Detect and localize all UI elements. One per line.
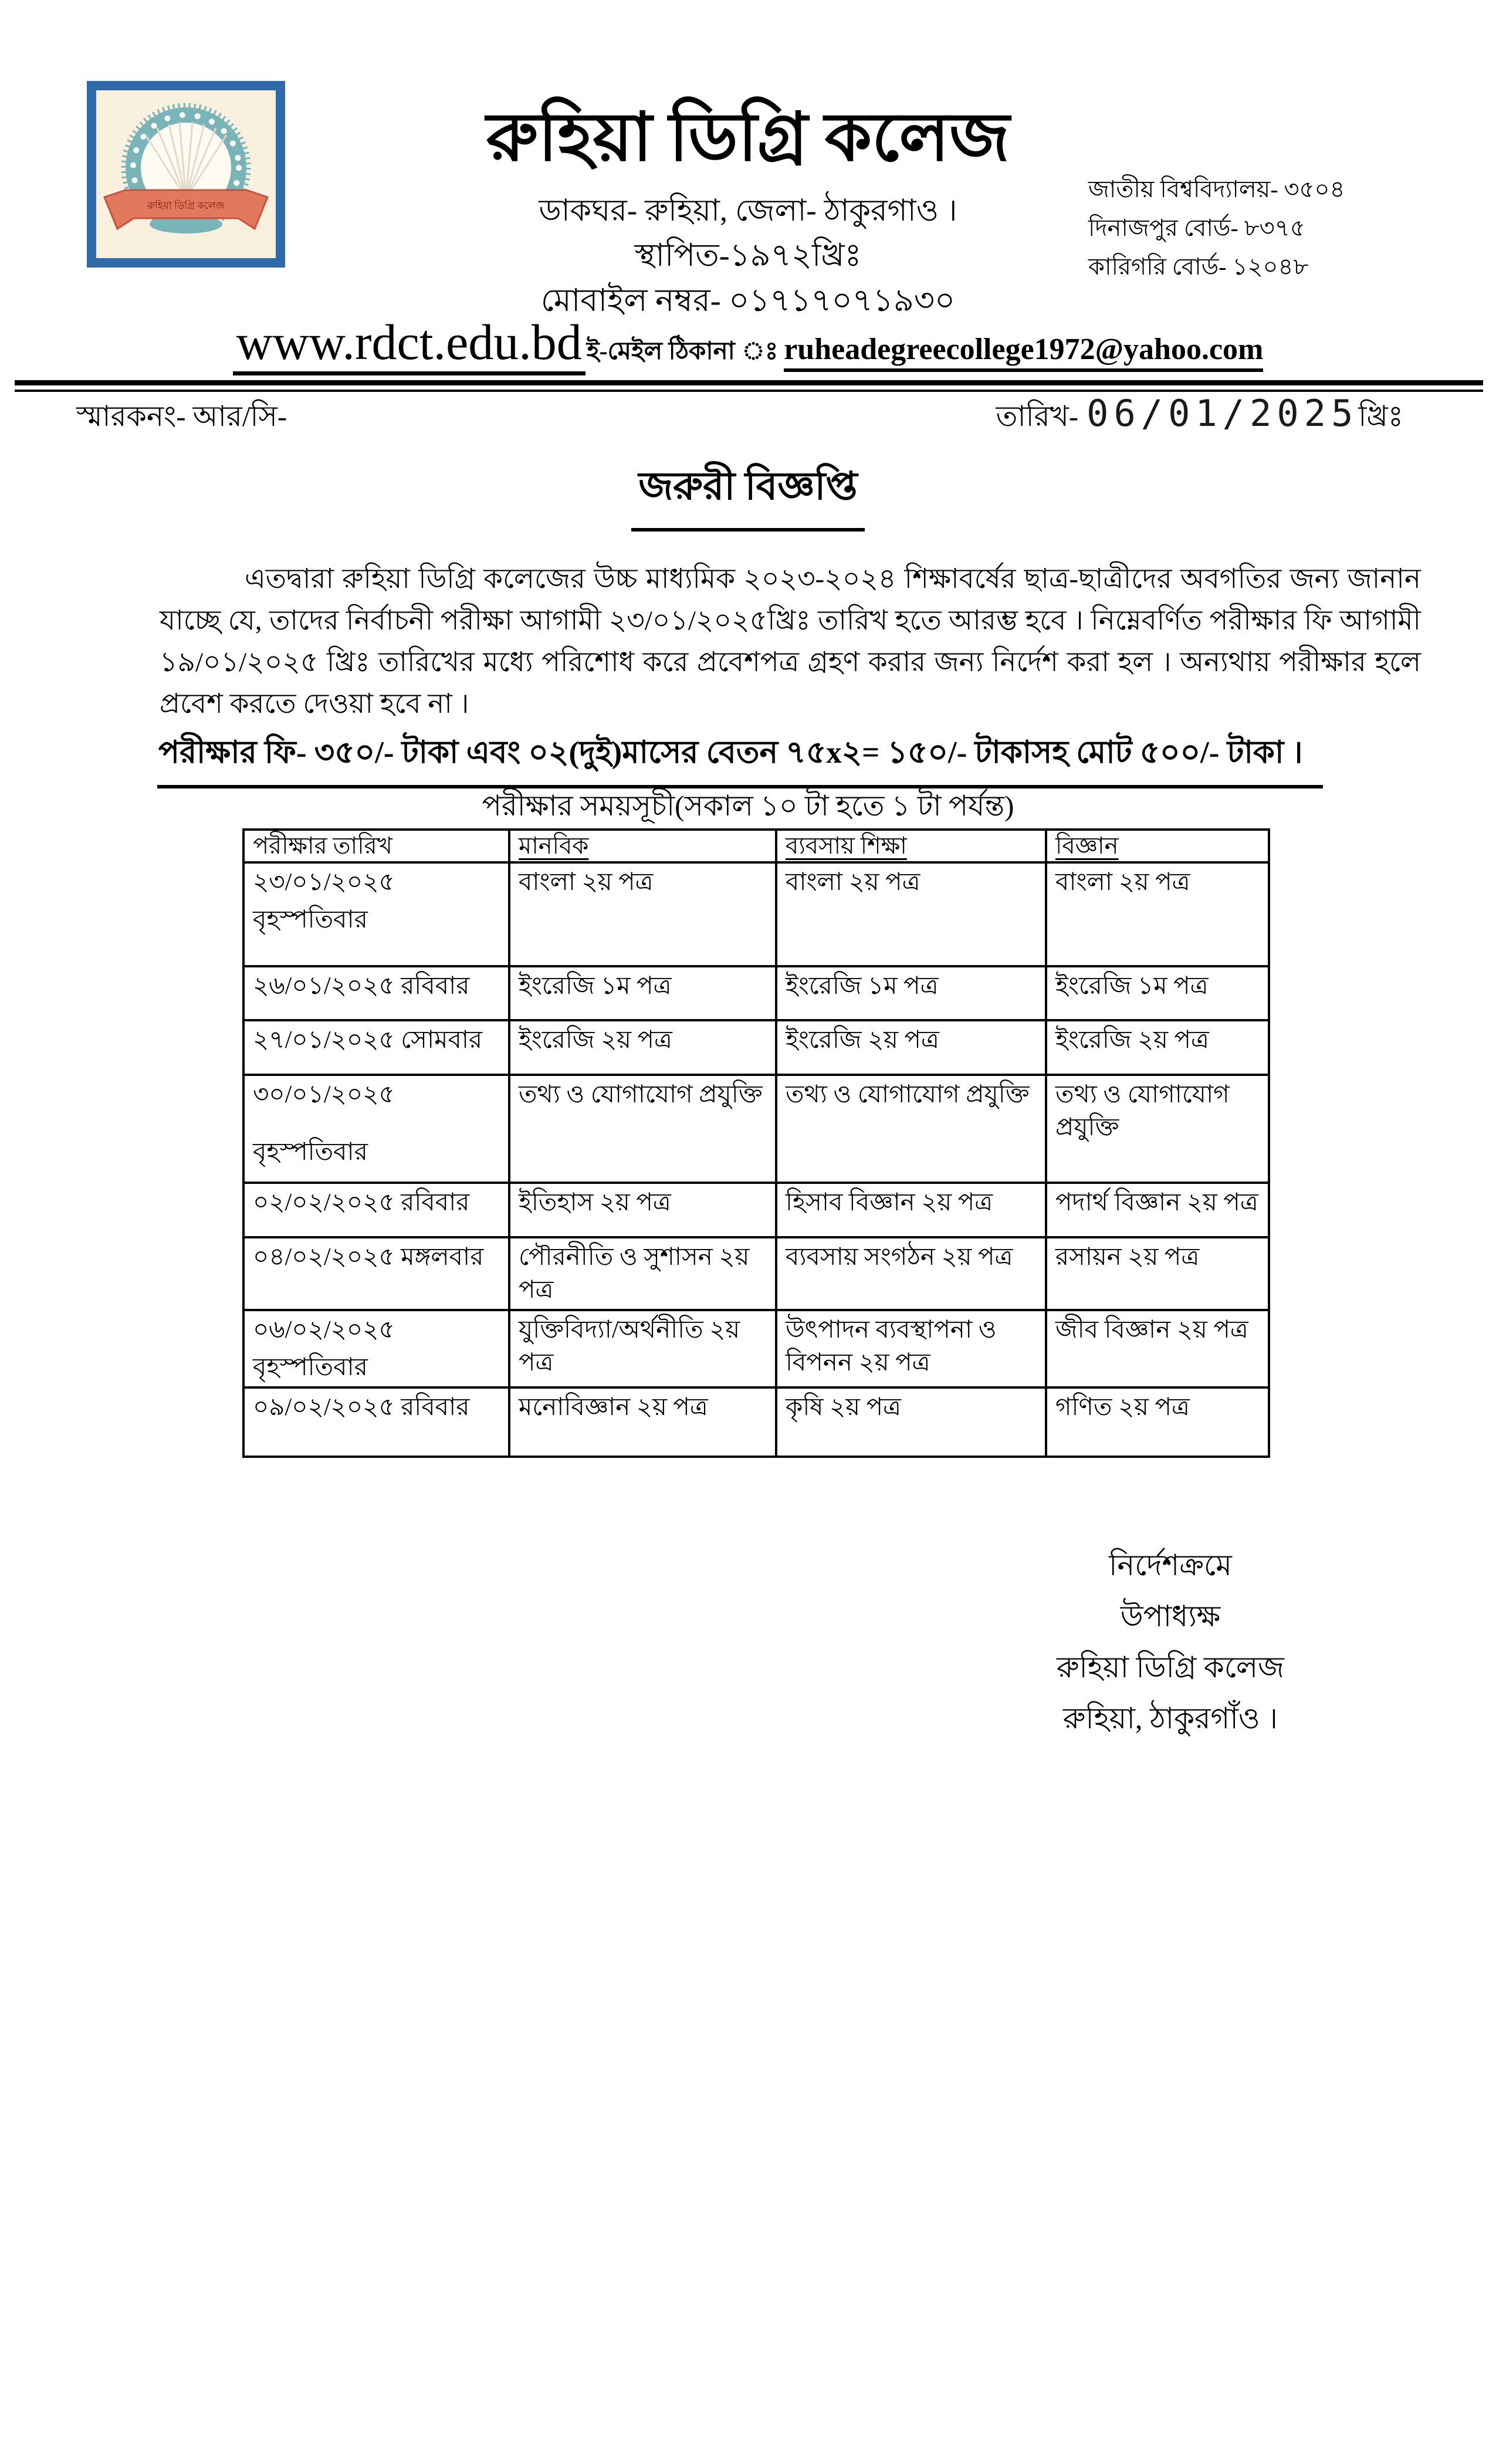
exam-date-cell: ২৭/০১/২০২৫ সোমবার [243, 1020, 509, 1075]
business-subject-cell: ইংরেজি ১ম পত্র [776, 966, 1046, 1020]
signature-block [939, 1540, 1402, 1744]
exam-day: বৃহস্পতিবার [253, 1354, 368, 1381]
table-row [243, 1310, 1269, 1387]
table-row [243, 1237, 1269, 1310]
table-row [243, 1075, 1269, 1183]
web-email-line [0, 316, 1496, 373]
humanities-subject-cell: মনোবিজ্ঞান ২য় পত্র [509, 1387, 776, 1457]
science-subject-cell: পদার্থ বিজ্ঞান ২য় পত্র [1046, 1183, 1269, 1237]
table-row [243, 862, 1269, 966]
science-subject-cell: বাংলা ২য় পত্র [1046, 862, 1269, 966]
business-subject-cell: তথ্য ও যোগাযোগ প্রযুক্তি [776, 1075, 1046, 1183]
schedule-heading: পরীক্ষার সময়সূচী(সকাল ১০ টা হতে ১ টা পর্যন্ত) [482, 790, 1014, 822]
affiliation-technical-board: কারিগরি বোর্ড- ১২০৪৮ [1088, 253, 1309, 280]
table-row [243, 1020, 1269, 1075]
table-header-row [243, 830, 1269, 862]
exam-date-cell: ০২/০২/২০২৫ রবিবার [243, 1183, 509, 1237]
business-subject-cell: কৃষি ২য় পত্র [776, 1387, 1046, 1457]
humanities-subject-cell: যুক্তিবিদ্যা/অর্থনীতি ২য় পত্র [509, 1310, 776, 1387]
mobile-line: মোবাইল নম্বর- ০১৭১৭০৭১৯৩০ [540, 283, 956, 318]
business-subject-cell: ব্যবসায় সংগঠন ২য় পত্র [776, 1237, 1046, 1310]
notice-body [160, 559, 1421, 725]
exam-date-cell: ০৬/০২/২০২৫ বৃহস্পতিবার [243, 1310, 509, 1387]
affiliation-list [1088, 170, 1464, 286]
humanities-subject-cell: ইতিহাস ২য় পত্র [509, 1183, 776, 1237]
college-name: রুহিয়া ডিগ্রি কলেজ [486, 100, 1010, 175]
exam-schedule-table [242, 828, 1270, 1458]
established-line: স্থাপিত-১৯৭২খ্রিঃ [634, 238, 862, 273]
humanities-subject-cell: বাংলা ২য় পত্র [509, 862, 776, 966]
humanities-subject-cell: ইংরেজি ২য় পত্র [509, 1020, 776, 1075]
science-subject-cell: জীব বিজ্ঞান ২য় পত্র [1046, 1310, 1269, 1387]
header-business-studies: ব্যবসায় শিক্ষা [776, 830, 1046, 862]
date-value: 06/01/2025 [1087, 392, 1359, 435]
humanities-subject-cell: পৌরনীতি ও সুশাসন ২য় পত্র [509, 1237, 776, 1310]
table-row [243, 966, 1269, 1020]
signature-by-order: নির্দেশক্রমে [1109, 1549, 1232, 1582]
notice-title-wrap [0, 456, 1496, 532]
table-row [243, 1183, 1269, 1237]
website-link: www.rdct.edu.bd [233, 314, 585, 375]
notice-title: জরুরী বিজ্ঞপ্তি [631, 456, 864, 532]
exam-date-cell: ০৯/০২/২০২৫ রবিবার [243, 1387, 509, 1457]
header-exam-date: পরীক্ষার তারিখ [243, 830, 509, 862]
exam-day: বৃহস্পতিবার [253, 906, 368, 933]
affiliation-national-university: জাতীয় বিশ্ববিদ্যালয়- ৩৫০৪ [1088, 176, 1345, 202]
double-rule-divider [15, 380, 1483, 392]
science-subject-cell: রসায়ন ২য় পত্র [1046, 1237, 1269, 1310]
affiliation-dinajpur-board: দিনাজপুর বোর্ড- ৮৩৭৫ [1088, 215, 1305, 241]
humanities-subject-cell: তথ্য ও যোগাযোগ প্রযুক্তি [509, 1075, 776, 1183]
fee-line: পরীক্ষার ফি- ৩৫০/- টাকা এবং ০২(দুই)মাসের বেতন ৭৫x২= ১৫০/- টাকাসহ মোট ৫০০/- টাকা । [157, 729, 1323, 788]
science-subject-cell: ইংরেজি ১ম পত্র [1046, 966, 1269, 1020]
science-subject-cell: ইংরেজি ২য় পত্র [1046, 1020, 1269, 1075]
exam-date-cell: ২৬/০১/২০২৫ রবিবার [243, 966, 509, 1020]
body-line: ১৯/০১/২০২৫ খ্রিঃ তারিখের মধ্যে পরিশোধ করে প্রবেশপত্র গ্রহণ করার জন্য নির্দেশ করা হল । অন্যথায় পরীক্ষার হলে [160, 647, 1421, 678]
signature-location: রুহিয়া, ঠাকুরগাঁও । [1062, 1702, 1278, 1735]
date-line [996, 392, 1403, 442]
business-subject-cell: হিসাব বিজ্ঞান ২য় পত্র [776, 1183, 1046, 1237]
exam-date-cell: ২৩/০১/২০২৫ বৃহস্পতিবার [243, 862, 509, 966]
business-subject-cell: বাংলা ২য় পত্র [776, 862, 1046, 966]
logo-ribbon-text: রুহিয়া ডিগ্রি কলেজ [147, 200, 225, 211]
memo-number: স্মারকনং- আর/সি- [76, 400, 287, 432]
exam-date-cell: ০৪/০২/২০২৫ মঙ্গলবার [243, 1237, 509, 1310]
body-line: এতদ্বারা রুহিয়া ডিগ্রি কলেজের উচ্চ মাধ্যমিক ২০২৩-২০২৪ শিক্ষাবর্ষের ছাত্র-ছাত্রীদের অবগতির জন্য জানান [245, 564, 1421, 594]
signature-designation: উপাধ্যক্ষ [1120, 1600, 1221, 1633]
address-line: ডাকঘর- রুহিয়া, জেলা- ঠাকুরগাও । [539, 194, 957, 228]
exam-date-cell: ৩০/০১/২০২৫ বৃহস্পতিবার [243, 1075, 509, 1183]
signature-college: রুহিয়া ডিগ্রি কলেজ [1057, 1651, 1284, 1684]
date-suffix: খ্রিঃ [1358, 400, 1403, 432]
business-subject-cell: উৎপাদন ব্যবস্থাপনা ও বিপনন ২য় পত্র [776, 1310, 1046, 1387]
business-subject-cell: ইংরেজি ২য় পত্র [776, 1020, 1046, 1075]
body-line: প্রবেশ করতে দেওয়া হবে না । [160, 689, 469, 719]
science-subject-cell: গণিত ২য় পত্র [1046, 1387, 1269, 1457]
humanities-subject-cell: ইংরেজি ১ম পত্র [509, 966, 776, 1020]
email-link: ruheadegreecollege1972@yahoo.com [784, 333, 1263, 372]
header-humanities: মানবিক [509, 830, 776, 862]
table-row [243, 1387, 1269, 1457]
memo-date-row [76, 392, 1403, 442]
body-line: যাচ্ছে যে, তাদের নির্বাচনী পরীক্ষা আগামী ২৩/০১/২০২৫খ্রিঃ তারিখ হতে আরম্ভ হবে । নিম্নেবর্ণিত পরীক্ষার ফি আগামী [160, 605, 1421, 636]
science-subject-cell: তথ্য ও যোগাযোগ প্রযুক্তি [1046, 1075, 1269, 1183]
email-label: ই-মেইল ঠিকানা ঃ [586, 338, 779, 365]
header-science: বিজ্ঞান [1046, 830, 1269, 862]
date-label: তারিখ- [996, 400, 1079, 432]
exam-day: বৃহস্পতিবার [253, 1139, 368, 1166]
